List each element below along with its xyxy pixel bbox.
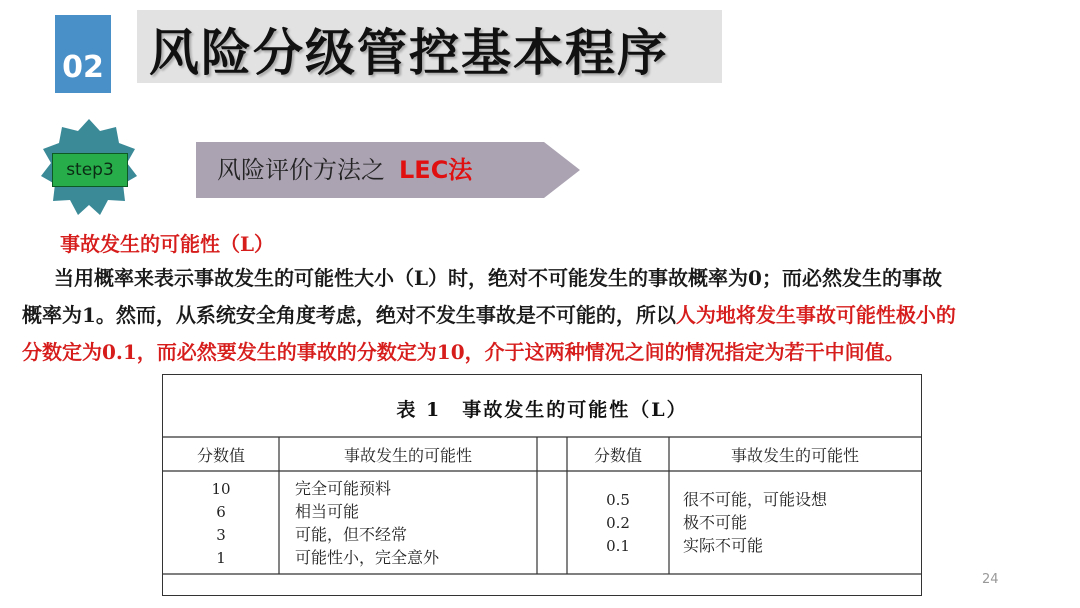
method-highlight: LEC法	[399, 156, 473, 184]
table-grid	[163, 375, 921, 595]
page-number: 24	[982, 572, 999, 587]
table-caption: 表 1 事故发生的可能性（L）	[396, 399, 688, 421]
table-cell: 极不可能	[683, 513, 748, 532]
para-line-2-black: 概率为1。然而，从系统安全角度考虑，绝对不发生事故是不可能的，所以	[22, 303, 676, 327]
table-cell: 可能，但不经常	[295, 525, 408, 544]
method-banner-text	[217, 152, 472, 188]
header-score-right: 分数值	[593, 446, 643, 465]
header-possibility-left: 事故发生的可能性	[343, 446, 473, 465]
section-number: 02	[62, 50, 104, 85]
para-line-1: 当用概率来表示事故发生的可能性大小（L）时，绝对不可能发生的事故概率为0；而必然发生的事故	[54, 266, 942, 290]
table-cell: 0.2	[606, 514, 630, 532]
method-prefix: 风险评价方法之	[217, 156, 385, 184]
table-cell: 1	[216, 549, 226, 567]
table-cell: 10	[211, 480, 231, 498]
step-badge-label: step3	[52, 153, 128, 187]
page-title: 风险分级管控基本程序	[149, 24, 669, 82]
table-cell: 相当可能	[295, 502, 360, 521]
para-line-3: 分数定为0.1，而必然要发生的事故的分数定为10，介于这两种情况之间的情况指定为若干中间值。	[22, 340, 905, 364]
table-cell: 0.1	[606, 537, 630, 555]
table-cell: 0.5	[606, 491, 630, 509]
para-line-2-red: 人为地将发生事故可能性极小的	[675, 303, 956, 327]
title-band	[137, 10, 722, 83]
table-cell: 实际不可能	[683, 536, 764, 555]
section-number-tab	[55, 15, 111, 93]
likelihood-table	[162, 374, 922, 596]
para-line-2	[22, 297, 1072, 334]
description-paragraph	[22, 260, 1072, 371]
section-heading: 事故发生的可能性（L）	[60, 232, 275, 256]
table-cell: 可能性小，完全意外	[295, 548, 440, 567]
header-possibility-right: 事故发生的可能性	[730, 446, 860, 465]
table-cell: 很不可能，可能设想	[683, 490, 828, 509]
header-score-left: 分数值	[196, 446, 246, 465]
table-cell: 完全可能预料	[295, 479, 392, 498]
table-cell: 6	[216, 503, 226, 521]
table-cell: 3	[216, 526, 226, 544]
